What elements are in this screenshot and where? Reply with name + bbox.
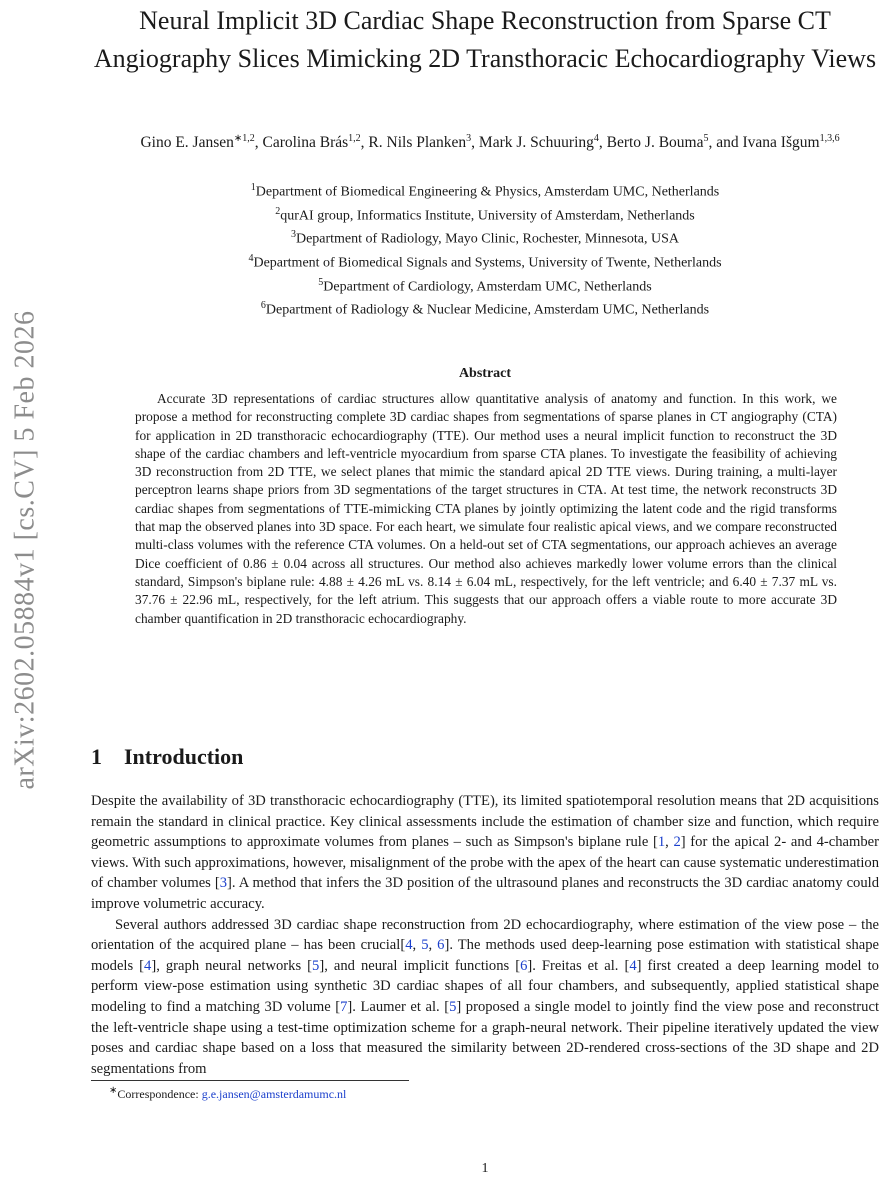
affiliation-number: 6 [260, 300, 266, 312]
affiliation-line [90, 296, 880, 320]
correspondence-footnote [109, 1085, 346, 1102]
author-affiliation-mark: 1,2 [348, 133, 361, 144]
author-separator: , [254, 134, 263, 152]
affiliation-line [90, 273, 880, 297]
citation-link[interactable]: 4 [629, 957, 637, 974]
footnote-rule [91, 1080, 409, 1081]
affiliation-number: 2 [275, 205, 281, 217]
paragraph-text: ]. A method that infers the 3D position of the ultrasound planes and reconstructs the 3D cardiac anatomy could improve volumetric accuracy. [91, 875, 879, 912]
page-number: 1 [481, 1161, 489, 1176]
paragraph-text: ]. The methods used deep-learning pose estimation with statistical shape models [ [91, 937, 879, 974]
citation-link[interactable]: 1 [657, 834, 666, 851]
affiliation-text: Department of Biomedical Engineering & Physics, Amsterdam UMC, Netherlands [255, 184, 720, 200]
author-affiliation-mark: ∗1,2 [233, 133, 255, 144]
author-separator: , and [708, 134, 743, 152]
author-separator: , [471, 134, 479, 152]
citation-link[interactable]: 5 [421, 937, 429, 954]
affiliation-list [90, 178, 880, 320]
affiliation-text: Department of Radiology, Mayo Clinic, Rochester, Minnesota, USA [295, 231, 680, 247]
citation-link[interactable]: 6 [437, 937, 445, 954]
section-heading-introduction [91, 744, 243, 770]
section-title: Introduction [124, 744, 244, 769]
footnote-label: Correspondence: [117, 1087, 202, 1101]
paragraph-text: ] first created a deep learning model to perform view-pose estimation using synthetic 3D cardiac shapes of all four chambers, and subsequently, applied statistical shape modeling to find a matching 3D volume [ [91, 957, 879, 1015]
introduction-body [91, 791, 879, 1079]
paragraph-text: ]. Freitas et al. [ [527, 957, 630, 974]
author-affiliation-mark: 1,3,6 [819, 133, 840, 144]
affiliation-text: Department of Radiology & Nuclear Medicine, Amsterdam UMC, Netherlands [265, 302, 710, 318]
author-affiliation-mark: 3 [466, 133, 472, 144]
author-separator: , [360, 134, 369, 152]
affiliation-line [90, 178, 880, 202]
paragraph-text: ]. Laumer et al. [ [347, 998, 450, 1015]
affiliation-number: 1 [250, 182, 256, 193]
paragraph-text: ], graph neural networks [ [151, 957, 313, 974]
citation-link[interactable]: 5 [449, 998, 457, 1015]
author-list [100, 128, 880, 153]
paragraph-text: , [412, 937, 422, 954]
author-name: Gino E. Jansen [140, 134, 234, 152]
paragraph-text: Despite the availability of 3D transthoracic echocardiography (TTE), its limited spatiotemporal resolution means that 2D acquisitions remain the standard in clinical practice. Key clinical assessments include the estimation of chamber size and function, which require geometric assumptions to approximate volumes from planes – such as Simpson's biplane rule [ [91, 793, 879, 851]
arxiv-identifier-text: arXiv:2602.05884v1 [cs.CV] 5 Feb 2026 [9, 310, 40, 790]
paragraph-text: Several authors addressed 3D cardiac shape reconstruction from 2D echocardiography, where estimation of the view pose – the orientation of the acquired plane – has been crucial[ [91, 916, 879, 954]
paragraph-text: ] proposed a single model to jointly find the view pose and reconstruct the left-ventricle shape using a test-time optimization scheme for a graph-neural network. Their pipeline iteratively updated the view poses and cardiac shape based on a loss that measured the similarity between 2D-rendered cross-sections of the 3D shape and 2D segmentations from [91, 998, 879, 1077]
affiliation-number: 5 [318, 276, 324, 288]
intro-paragraph-1 [91, 791, 879, 915]
author-affiliation-mark: 5 [703, 133, 709, 144]
author-name: R. Nils Planken [368, 134, 467, 152]
paragraph-text: , [428, 937, 438, 954]
paragraph-text: ], and neural implicit functions [ [319, 957, 521, 974]
author-name: Carolina Brás [262, 134, 349, 152]
citation-link[interactable]: 2 [673, 834, 681, 851]
section-number: 1 [91, 744, 102, 769]
footnote-mark: ∗ [109, 1085, 118, 1096]
intro-paragraph-2 [91, 915, 879, 1080]
author-separator: , [598, 134, 607, 152]
affiliation-text: Department of Cardiology, Amsterdam UMC, Netherlands [323, 279, 652, 295]
affiliation-number: 4 [248, 252, 254, 264]
citation-link[interactable]: 5 [312, 957, 320, 974]
citation-link[interactable]: 3 [219, 875, 228, 892]
affiliation-text: Department of Biomedical Signals and Systems, University of Twente, Netherlands [253, 255, 722, 271]
citation-link[interactable]: 6 [520, 957, 528, 974]
author-name: Ivana Išgum [742, 134, 820, 152]
paper-title: Neural Implicit 3D Cardiac Shape Reconstruction from Sparse CT Angiography Slices Mimicking 2D Transthoracic Echocardiography Views [93, 6, 877, 73]
correspondence-email-link[interactable]: g.e.jansen@amsterdamumc.nl [201, 1087, 347, 1101]
citation-link[interactable]: 4 [144, 957, 152, 974]
affiliation-text: qurAI group, Informatics Institute, University of Amsterdam, Netherlands [280, 208, 695, 224]
abstract-body: Accurate 3D representations of cardiac structures allow quantitative analysis of anatomy and function. In this work, we propose a method for reconstructing complete 3D cardiac shapes from segmentations of sparse planes in CT angiography (CTA) for application in 2D transthoracic echocardiography (TTE). Our method uses a neural implicit function to reconstruct the 3D shape of the cardiac chambers and left-ventricle myocardium from sparse CTA planes. To investigate the feasibility of achieving 3D reconstruction from 2D TTE, we select planes that mimic the standard apical 2D TTE views. During training, a multi-layer perceptron learns shape priors from 3D segmentations of the target structures in CTA. At test time, the network reconstructs 3D cardiac shapes from segmentations of TTE-mimicking CTA planes by jointly optimizing the latent code and the rigid transforms that map the observed planes into 3D space. For each heart, we simulate four realistic apical views, and we compare reconstructed multi-class volumes with the reference CTA volumes. On a held-out set of CTA segmentations, our approach achieves an average Dice coefficient of 0.86 ± 0.04 across all structures. Our method also achieves markedly lower volume errors than the clinical standard, Simpson's biplane rule: 4.88 ± 4.26 mL vs. 8.14 ± 6.04 mL, respectively, for the left ventricle; and 6.40 ± 7.37 mL vs. 37.76 ± 22.96 mL, respectively, for the left atrium. This suggests that our approach offers a viable route to more accurate 3D chamber quantification in 2D transthoracic echocardiography. [135, 391, 837, 626]
citation-link[interactable]: 7 [340, 998, 348, 1015]
author-affiliation-mark: 4 [593, 133, 599, 144]
affiliation-line [90, 249, 880, 273]
author-name: Mark J. Schuuring [478, 134, 594, 152]
citation-link[interactable]: 4 [405, 937, 413, 954]
paragraph-text: , [665, 834, 674, 851]
affiliation-line [90, 225, 880, 249]
paragraph-text: ] for the apical 2- and 4-chamber views. With such approximations, however, misalignment of the probe with the apex of the heart can cause systematic underestimation of chamber volumes [ [91, 834, 879, 892]
affiliation-line [90, 202, 880, 226]
abstract-heading: Abstract [458, 366, 512, 381]
affiliation-number: 3 [290, 229, 296, 241]
arxiv-identifier-stamp [2, 240, 48, 860]
author-name: Berto J. Bouma [606, 134, 704, 152]
